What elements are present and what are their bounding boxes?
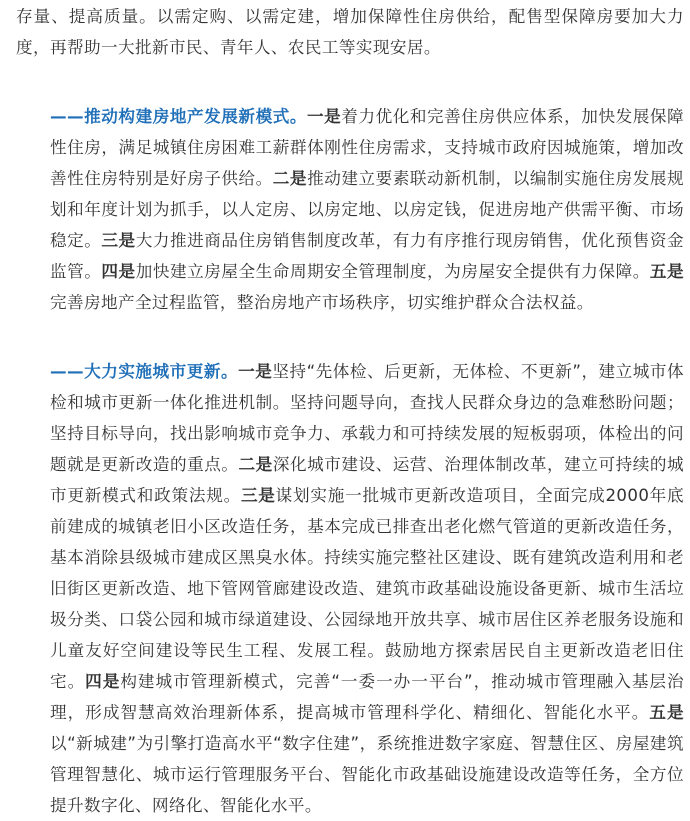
paragraph-housing-supply	[16, 1, 684, 63]
paragraph-urban-renewal	[16, 356, 684, 821]
point-text: 以“新城建”为引擎打造高水平“数字住建”，系统推进数字家庭、智慧住区、房屋建筑管理智慧化、城市运行管理服务平台、智能化市政基础设施建设改造等任务，全方位提升数字化、网络化、智能化水平。	[50, 734, 684, 815]
point-marker: 二是	[238, 455, 273, 474]
point-marker: 五是	[649, 703, 684, 722]
section-heading: ——推动构建房地产发展新模式。	[50, 107, 307, 126]
point-text: 完善房地产全过程监管，整治房地产市场秩序，切实维护群众合法权益。	[50, 293, 594, 312]
paragraph-gap	[16, 63, 684, 101]
paragraph-text: 存量、提高质量。以需定购、以需定建，增加保障性住房供给，配售型保障房要加大力度，再帮助一大批新市民、青年人、农民工等实现安居。	[16, 7, 684, 57]
point-marker: 一是	[238, 362, 273, 381]
point-marker: 二是	[272, 169, 308, 188]
point-text: 谋划实施一批城市更新改造项目，全面完成2000年底前建成的城镇老旧小区改造任务，基本完成已排查出老化燃气管道的更新改造任务，基本消除县级城市建成区黑臭水体。持续实施完整社区建设、既有建筑改造利用和老旧街区更新改造、地下管网管廊建设改造、建筑市政基础设施设备更新、城市生活垃圾分类、口袋公园和城市绿道建设、公园绿地开放共享、城市居住区养老服务设施和儿童友好空间建设等民生工程、发展工程。鼓励地方探索居民自主更新改造老旧住宅。	[50, 486, 684, 691]
paragraph-real-estate-model	[16, 101, 684, 318]
point-text: 深化城市建设、运营、治理体制改革，建立可持续的城市更新模式和政策法规。	[50, 455, 684, 505]
point-marker: 三是	[101, 231, 136, 250]
point-marker: 五是	[649, 262, 684, 281]
point-text: 加快建立房屋全生命周期安全管理制度，为房屋安全提供有力保障。	[135, 262, 650, 281]
point-marker: 三是	[240, 486, 276, 505]
point-text: 大力推进商品住房销售制度改革，有力有序推行现房销售，优化预售资金监管。	[50, 231, 684, 281]
point-marker: 四是	[85, 672, 121, 691]
paragraph-gap	[16, 318, 684, 356]
point-text: 着力优化和完善住房供应体系，加快发展保障性住房，满足城镇住房困难工薪群体刚性住房需求，支持城市政府因城施策，增加改善性住房特别是好房子供给。	[50, 107, 685, 188]
section-heading: ——大力实施城市更新。	[50, 362, 239, 381]
point-text: 坚持“先体检、后更新，无体检、不更新”，建立城市体检和城市更新一体化推进机制。坚持问题导向，查找人民群众身边的急难愁盼问题；坚持目标导向，找出影响城市竞争力、承载力和可持续发展的短板弱项，体检出的问题就是更新改造的重点。	[50, 362, 684, 474]
article-body	[16, 0, 684, 821]
point-marker: 一是	[307, 107, 342, 126]
point-text: 构建城市管理新模式，完善“一委一办一平台”，推动城市管理融入基层治理，形成智慧高效治理新体系，提高城市管理科学化、精细化、智能化水平。	[50, 672, 684, 722]
point-marker: 四是	[101, 262, 136, 281]
point-text: 推动建立要素联动新机制，以编制实施住房发展规划和年度计划为抓手，以人定房、以房定地、以房定钱，促进房地产供需平衡、市场稳定。	[50, 169, 684, 250]
